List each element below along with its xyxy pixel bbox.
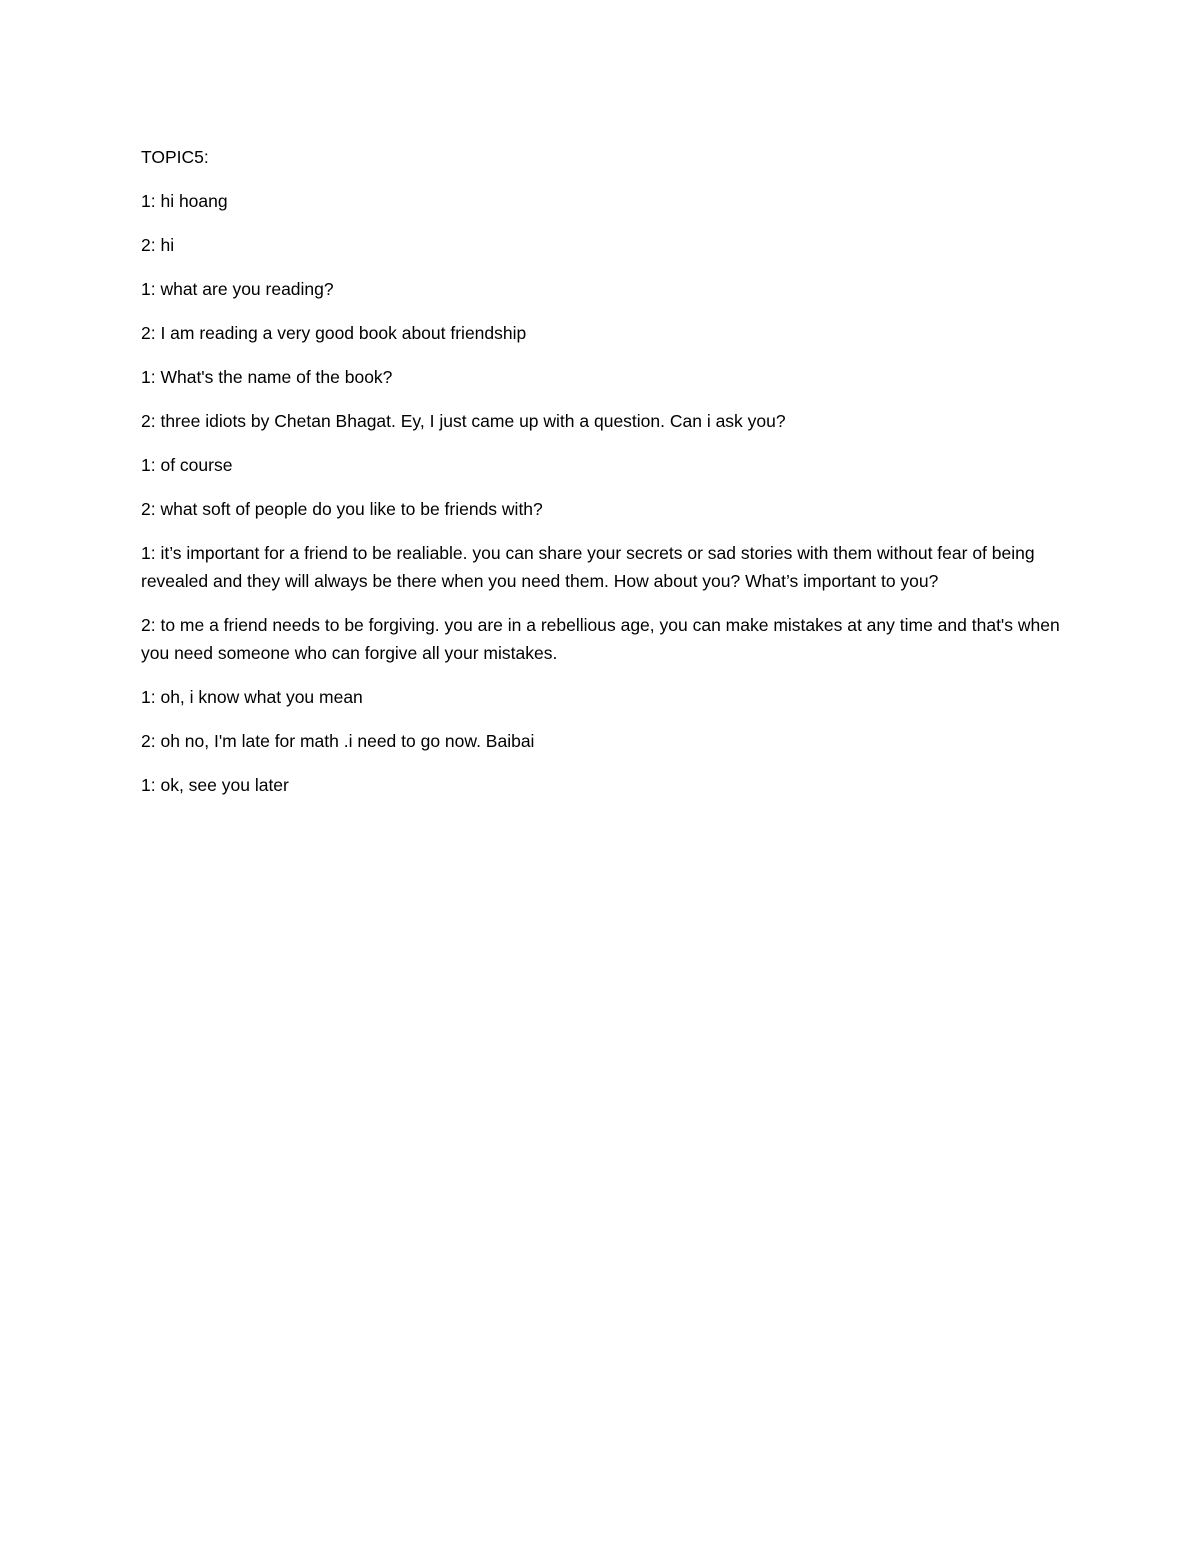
- dialogue-line: 2: to me a friend needs to be forgiving. you are in a rebellious age, you can make mistakes at any time and that's when you need someone who can forgive all your mistakes.: [141, 615, 1060, 663]
- document-body: [141, 143, 1061, 815]
- dialogue-line: 1: hi hoang: [141, 191, 228, 211]
- dialogue-line: 2: three idiots by Chetan Bhagat. Ey, I just came up with a question. Can i ask you?: [141, 411, 786, 431]
- document-title: TOPIC5:: [141, 147, 209, 167]
- dialogue-line: 1: ok, see you later: [141, 775, 289, 795]
- dialogue-line: 2: hi: [141, 235, 175, 255]
- dialogue-line: 1: What's the name of the book?: [141, 367, 393, 387]
- dialogue-line: 1: what are you reading?: [141, 279, 334, 299]
- dialogue-line: 1: it’s important for a friend to be realiable. you can share your secrets or sad stories with them without fear of being revealed and they will always be there when you need them. How about you? What’s important to you?: [141, 543, 1035, 591]
- dialogue-line: 1: oh, i know what you mean: [141, 687, 363, 707]
- dialogue-line: 1: of course: [141, 455, 233, 475]
- dialogue-line: 2: I am reading a very good book about friendship: [141, 323, 527, 343]
- dialogue-line: 2: oh no, I'm late for math .i need to go now. Baibai: [141, 731, 535, 751]
- dialogue-line: 2: what soft of people do you like to be friends with?: [141, 499, 543, 519]
